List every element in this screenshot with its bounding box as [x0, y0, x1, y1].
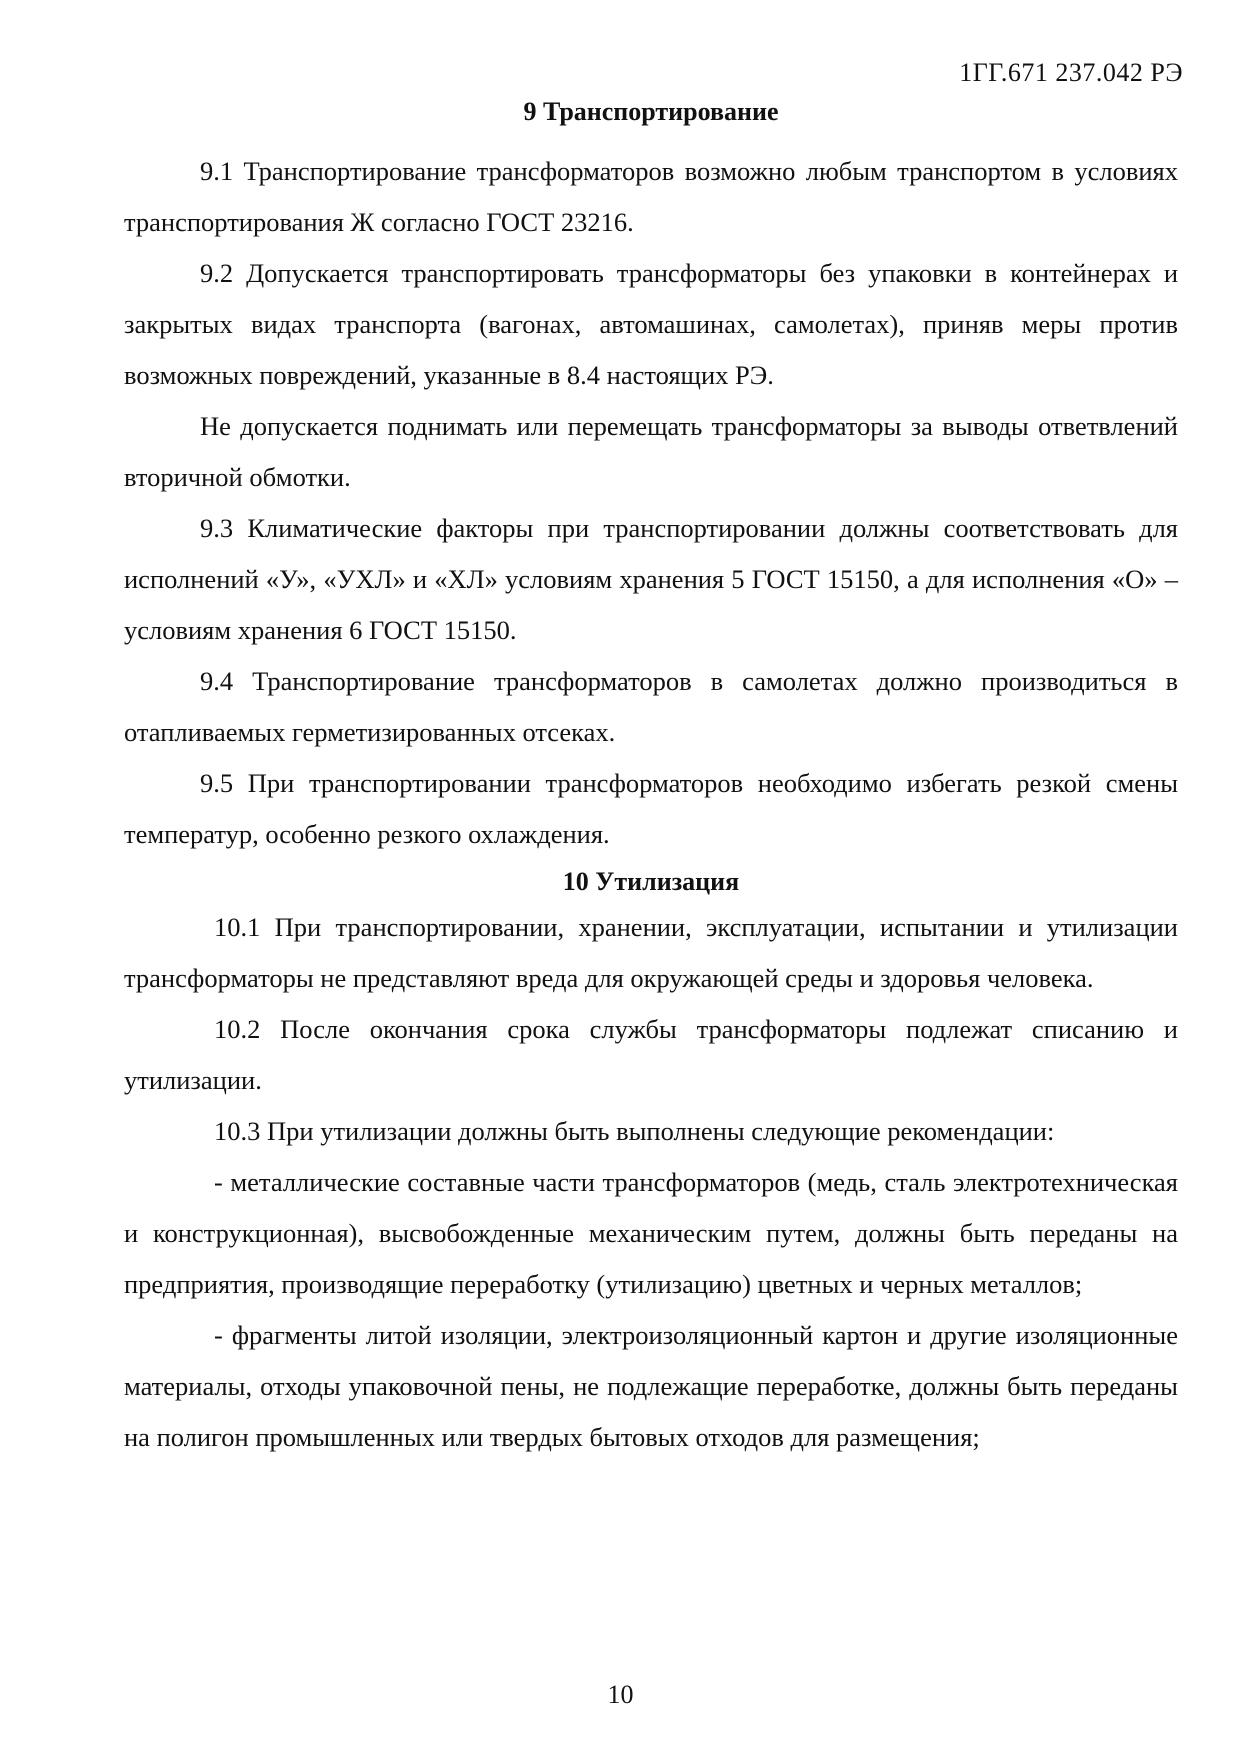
paragraph-9-4: 9.4 Транспортирование трансформаторов в самолетах должно производиться в отапливаемых герметизированных отсеках.	[124, 666, 1178, 747]
paragraph-9-1: 9.1 Транспортирование трансформаторов возможно любым транспортом в условиях транспортирования Ж согласно ГОСТ 23216.	[124, 156, 1178, 237]
paragraph-9-5: 9.5 При транспортировании трансформаторов необходимо избегать резкой смены температур, особенно резкого охлаждения.	[124, 768, 1178, 849]
list-item-insulation: - фрагменты литой изоляции, электроизоляционный картон и другие изоляционные материалы, отходы упаковочной пены, не подлежащие переработке, должны быть переданы на полигон промышленных или твердых бытовых отходов для размещения;	[124, 1320, 1178, 1452]
paragraph-9-3: 9.3 Климатические факторы при транспортировании должны соответствовать для исполнений «У», «УХЛ» и «ХЛ» условиям хранения 5 ГОСТ 15150, а для исполнения «О» – условиям хранения 6 ГОСТ 15150.	[124, 513, 1178, 645]
paragraph-9-2-note: Не допускается поднимать или перемещать трансформаторы за выводы ответвлений вторичной обмотки.	[124, 411, 1178, 492]
list-item-metals: - металлические составные части трансформаторов (медь, сталь электротехническая и конструкционная), высвобожденные механическим путем, должны быть переданы на предприятия, производящие переработку (утилизацию) цветных и черных металлов;	[124, 1167, 1178, 1299]
document-code: 1ГГ.671 237.042 РЭ	[959, 58, 1183, 87]
paragraph-10-3: 10.3 При утилизации должны быть выполнены следующие рекомендации:	[214, 1116, 1055, 1146]
section-9-title: 9 Транспортирование	[523, 97, 779, 126]
paragraph-10-2: 10.2 После окончания срока службы трансформаторы подлежат списанию и утилизации.	[124, 1014, 1178, 1095]
paragraph-9-2: 9.2 Допускается транспортировать трансформаторы без упаковки в контейнерах и закрытых видах транспорта (вагонах, автомашинах, самолетах), приняв меры против возможных повреждений, указанные в 8.4 настоящих РЭ.	[124, 258, 1178, 390]
paragraph-10-1: 10.1 При транспортировании, хранении, эксплуатации, испытании и утилизации трансформаторы не представляют вреда для окружающей среды и здоровья человека.	[124, 912, 1178, 993]
section-10-title: 10 Утилизация	[562, 867, 740, 896]
page-number: 10	[607, 1680, 634, 1709]
page-content	[124, 92, 1178, 1463]
